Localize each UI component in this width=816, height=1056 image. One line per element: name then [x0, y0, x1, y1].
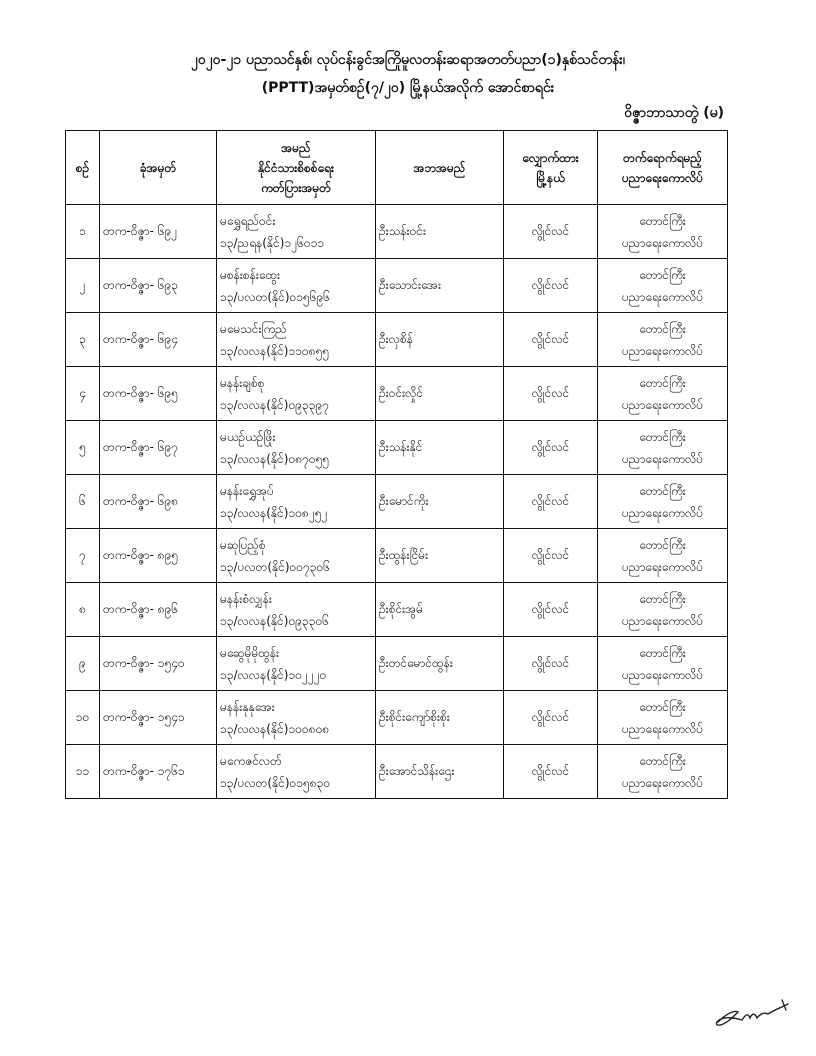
header-label: အဘအမည် [413, 160, 466, 175]
father-name: ဦးလှစိန် [376, 313, 504, 367]
table-row [66, 637, 728, 691]
student-name: မစန်းစန်းထွေး [220, 267, 281, 282]
college-cell [598, 529, 728, 583]
college-name: ပညာရေးကောလိပ် [621, 505, 704, 520]
township: လွိုင်လင် [504, 637, 598, 691]
table-row [66, 745, 728, 799]
college-city: တောင်ကြီး [639, 483, 686, 498]
col-township-header [504, 131, 598, 205]
father-name: ဦးစိုင်းကျော်စိုးစိုး [376, 691, 504, 745]
row-number: ၃ [66, 313, 100, 367]
college-city: တောင်ကြီး [639, 213, 686, 228]
table-row [66, 205, 728, 259]
roll-number: တက-ဝိဇ္ဇာ- ၆၉၂ [100, 205, 217, 259]
table-body [66, 205, 728, 799]
college-city: တောင်ကြီး [639, 645, 686, 660]
township: လွိုင်လင် [504, 259, 598, 313]
student-name: မနန်းစံလျှန်း [220, 591, 272, 606]
page-subtitle: (PPTT)အမှတ်စဉ်(၇/၂၀) မြို့နယ်အလိုက် အောင်စာရင်း [261, 80, 555, 96]
student-name: မဆုပြည့်စုံ [220, 537, 266, 552]
college-name: ပညာရေးကောလိပ် [621, 397, 704, 412]
father-name: ဦးသန်းဝင်း [376, 205, 504, 259]
table-row [66, 691, 728, 745]
college-city: တောင်ကြီး [639, 753, 686, 768]
roll-number: တက-ဝိဇ္ဇာ- ၁၅၄၀ [100, 637, 217, 691]
student-name: မနန်းရွှေအုပ် [220, 483, 274, 498]
college-name: ပညာရေးကောလိပ် [621, 775, 704, 790]
table-row [66, 529, 728, 583]
header-label: အမည် [281, 140, 311, 155]
nrc-number: ၁၃/လလန(နိုင်)၀၈၇၀၅၅ [220, 451, 330, 466]
table-row [66, 367, 728, 421]
college-city: တောင်ကြီး [639, 699, 686, 714]
college-name: ပညာရေးကောလိပ် [621, 289, 704, 304]
township: လွိုင်လင် [504, 313, 598, 367]
college-cell [598, 583, 728, 637]
college-cell [598, 745, 728, 799]
table-header-row [66, 131, 728, 205]
college-cell [598, 313, 728, 367]
father-name: ဦးမောင်ကိုး [376, 475, 504, 529]
table-row [66, 421, 728, 475]
township: လွိုင်လင် [504, 205, 598, 259]
header-label: လျှောက်ထား [522, 150, 579, 165]
father-name: ဦးတင်မောင်ထွန်း [376, 637, 504, 691]
nrc-number: ၁၃/လလန(နိုင်)၁၀၈၂၅၂ [220, 505, 328, 520]
row-number: ၁၀ [66, 691, 100, 745]
nrc-number: ၁၃/လလန(နိုင်)၁၀၂၂၂၀ [220, 667, 327, 682]
township: လွိုင်လင် [504, 691, 598, 745]
nrc-number: ၁၃/လလန(နိုင်)၀၉၃၃၀၆ [220, 613, 329, 628]
row-number: ၅ [66, 421, 100, 475]
father-name: ဦးသန်းနိုင် [376, 421, 504, 475]
signature-mark [712, 996, 796, 1030]
father-name: ဦးသောင်းအေး [376, 259, 504, 313]
roll-number: တက-ဝိဇ္ဇာ- ၆၉၄ [100, 313, 217, 367]
college-cell [598, 475, 728, 529]
col-no-header [66, 131, 100, 205]
name-nrc-cell [217, 475, 376, 529]
subject-stream: ဝိဇ္ဇာဘာသာတွဲ (မ) [624, 105, 724, 121]
roll-number: တက-ဝိဇ္ဇာ- ၆၉၇ [100, 421, 217, 475]
name-nrc-cell [217, 745, 376, 799]
father-name: ဦးထွန်းငြိမ်း [376, 529, 504, 583]
nrc-number: ၁၃/ညရန(နိုင်)၁၂၆၀၁၁ [220, 235, 325, 250]
township: လွိုင်လင် [504, 367, 598, 421]
township: လွိုင်လင် [504, 529, 598, 583]
row-number: ၈ [66, 583, 100, 637]
roll-number: တက-ဝိဇ္ဇာ- ၈၉၅ [100, 529, 217, 583]
nrc-number: ၁၃/လလန(နိုင်)၁၀၀၈၀၈ [220, 721, 330, 736]
header-label: တက်ရောက်ရမည့် [623, 150, 702, 165]
table-row [66, 259, 728, 313]
roll-number: တက-ဝိဇ္ဇာ- ၆၉၅ [100, 367, 217, 421]
row-number: ၁၁ [66, 745, 100, 799]
college-name: ပညာရေးကောလိပ် [621, 343, 704, 358]
row-number: ၄ [66, 367, 100, 421]
student-name: မကေဇင်လတ် [220, 753, 282, 768]
student-name: မမေသင်းကြည် [220, 321, 287, 336]
student-name: မဆွေမိုမိုထွန်း [220, 645, 280, 660]
header-label: ခုံအမှတ် [139, 160, 177, 175]
header-label: နိုင်ငံသားစိစစ်ရေး [258, 160, 334, 175]
table-row [66, 313, 728, 367]
results-table [65, 130, 728, 799]
student-name: မနန်းချစ်စု [220, 375, 265, 390]
name-nrc-cell [217, 583, 376, 637]
college-cell [598, 259, 728, 313]
nrc-number: ၁၃/လလန(နိုင်)၁၁၀၈၅၅ [220, 343, 330, 358]
township: လွိုင်လင် [504, 475, 598, 529]
row-number: ၆ [66, 475, 100, 529]
header-label: စဉ် [75, 160, 90, 175]
college-name: ပညာရေးကောလိပ် [621, 667, 704, 682]
father-name: ဦးဝင်းလှိုင် [376, 367, 504, 421]
father-name: ဦးအောင်သိန်းဌေး [376, 745, 504, 799]
col-name-nrc-header [217, 131, 376, 205]
college-city: တောင်ကြီး [639, 375, 686, 390]
roll-number: တက-ဝိဇ္ဇာ- ၈၉၆ [100, 583, 217, 637]
college-name: ပညာရေးကောလိပ် [621, 451, 704, 466]
roll-number: တက-ဝိဇ္ဇာ- ၁၇၆၁ [100, 745, 217, 799]
col-father-header [376, 131, 504, 205]
student-name: မယဉ်ယဉ်ဖြိုး [220, 429, 276, 444]
header-label: ကတ်ပြားအမှတ် [261, 180, 331, 195]
college-cell [598, 367, 728, 421]
college-city: တောင်ကြီး [639, 267, 686, 282]
page-title: ၂၀၂၀-၂၁ ပညာသင်နှစ်၊ လုပ်ငန်းခွင်အကြိုမူလတန်းဆရာအတတ်ပညာ(၁)နှစ်သင်တန်း၊ [191, 52, 625, 68]
college-city: တောင်ကြီး [639, 429, 686, 444]
college-name: ပညာရေးကောလိပ် [621, 235, 704, 250]
student-name: မရွှေရည်ဝင်း [220, 213, 276, 228]
nrc-number: ၁၃/ပလတ(နိုင်)၀၁၅၈၃၀ [220, 775, 331, 790]
college-cell [598, 421, 728, 475]
college-name: ပညာရေးကောလိပ် [621, 559, 704, 574]
col-college-header [598, 131, 728, 205]
student-name: မနန်းနုနုအေး [220, 699, 275, 714]
roll-number: တက-ဝိဇ္ဇာ- ၆၉၃ [100, 259, 217, 313]
college-city: တောင်ကြီး [639, 537, 686, 552]
college-city: တောင်ကြီး [639, 321, 686, 336]
township: လွိုင်လင် [504, 421, 598, 475]
college-name: ပညာရေးကောလိပ် [621, 613, 704, 628]
row-number: ၇ [66, 529, 100, 583]
college-cell [598, 691, 728, 745]
row-number: ၁ [66, 205, 100, 259]
name-nrc-cell [217, 367, 376, 421]
nrc-number: ၁၃/ပလတ(နိုင်)၀၀၇၃၀၆ [220, 559, 331, 574]
name-nrc-cell [217, 529, 376, 583]
row-number: ၉ [66, 637, 100, 691]
township: လွိုင်လင် [504, 583, 598, 637]
name-nrc-cell [217, 313, 376, 367]
nrc-number: ၁၃/လလန(နိုင်)၀၉၃၃၉၇ [220, 397, 329, 412]
col-roll-header [100, 131, 217, 205]
roll-number: တက-ဝိဇ္ဇာ- ၆၉၈ [100, 475, 217, 529]
table-row [66, 583, 728, 637]
name-nrc-cell [217, 421, 376, 475]
header-label: ပညာရေးကောလိပ် [621, 170, 704, 185]
nrc-number: ၁၃/ပလတ(နိုင်)၀၁၅၆၉၆ [220, 289, 331, 304]
name-nrc-cell [217, 637, 376, 691]
row-number: ၂ [66, 259, 100, 313]
township: လွိုင်လင် [504, 745, 598, 799]
table-row [66, 475, 728, 529]
college-name: ပညာရေးကောလိပ် [621, 721, 704, 736]
header-label: မြို့နယ် [536, 170, 565, 185]
roll-number: တက-ဝိဇ္ဇာ- ၁၅၄၁ [100, 691, 217, 745]
name-nrc-cell [217, 205, 376, 259]
name-nrc-cell [217, 691, 376, 745]
father-name: ဦးစိုင်းအွမ် [376, 583, 504, 637]
college-cell [598, 637, 728, 691]
college-city: တောင်ကြီး [639, 591, 686, 606]
college-cell [598, 205, 728, 259]
name-nrc-cell [217, 259, 376, 313]
